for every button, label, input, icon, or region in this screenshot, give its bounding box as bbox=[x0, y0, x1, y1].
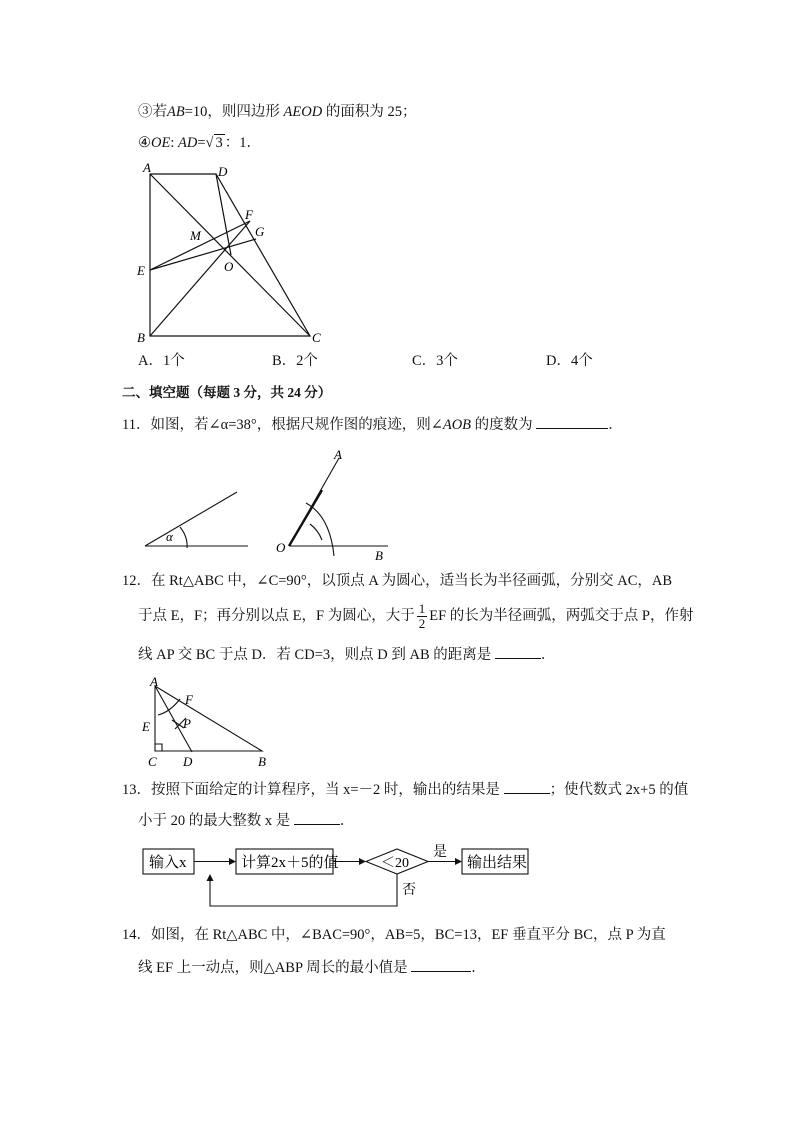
arrowhead bbox=[229, 858, 236, 865]
flow-yes-label: 是 bbox=[433, 845, 447, 860]
q11-text: 11．如图，若∠α=38°，根据尺规作图的痕迹，则∠AOB 的度数为 ． bbox=[122, 414, 623, 435]
q11-figure bbox=[140, 446, 400, 564]
q12-line-1: 12．在 Rt△ABC 中，∠C=90°，以顶点 A 为圆心，适当长为半径画弧，分别交 AC，AB bbox=[122, 573, 673, 589]
label-p: P bbox=[183, 716, 191, 731]
q12-answer-blank[interactable] bbox=[495, 644, 541, 659]
q14-answer-blank[interactable] bbox=[411, 957, 471, 972]
question-number: 14． bbox=[122, 927, 151, 943]
q13-line-1: 13．按照下面给定的计算程序，当 x=－2 时，输出的结果是 ；使代数式 2x+5 的值 bbox=[122, 779, 688, 800]
label-b: B bbox=[375, 548, 383, 563]
label-m: M bbox=[190, 228, 201, 243]
label-a: A bbox=[334, 447, 342, 462]
q14-line-2: 线 EF 上一动点，则△ABP 周长的最小值是 ． bbox=[138, 957, 486, 978]
q10-option-a[interactable]: A．1个 bbox=[138, 353, 185, 369]
ray-oa-heavy bbox=[289, 490, 322, 546]
q10-option-d[interactable]: D．4个 bbox=[546, 353, 593, 369]
label-b: B bbox=[137, 330, 145, 345]
q14-line-1: 14．如图，在 Rt△ABC 中，∠BAC=90°，AB=5，BC=13，EF 垂直平分 BC，点 P 为直 bbox=[122, 927, 666, 943]
flow-compute-label: 计算2x＋5的值 bbox=[241, 855, 339, 871]
flow-compare-label: ＜20 bbox=[381, 856, 409, 871]
arrowhead bbox=[207, 874, 214, 881]
q12-line-3: 线 AP 交 BC 于点 D．若 CD=3，则点 D 到 AB 的距离是 ． bbox=[138, 644, 555, 665]
q13-answer-blank-1[interactable] bbox=[504, 779, 550, 794]
right-angle-mark bbox=[155, 744, 162, 751]
q10-option-c[interactable]: C．3个 bbox=[412, 353, 458, 369]
item-marker: ④ bbox=[138, 135, 151, 151]
fraction-one-half: $\frac{1}{2}$ bbox=[418, 601, 426, 632]
item-marker: ③ bbox=[138, 104, 153, 120]
label-g: G bbox=[255, 224, 265, 239]
arrowhead bbox=[455, 858, 462, 865]
arrow-loop-back bbox=[210, 874, 397, 906]
flow-input-label: 输入x bbox=[149, 855, 187, 871]
label-f: F bbox=[185, 692, 193, 707]
label-f: F bbox=[245, 207, 253, 222]
q12-line-2: 于点 E，F；再分别以点 E，F 为圆心，大于 $\frac{1}{2}$ EF 的长为半径画弧，两弧交于点 P，作射 bbox=[138, 601, 694, 632]
flow-no-label: 否 bbox=[402, 883, 416, 898]
label-d: D bbox=[183, 754, 193, 766]
alpha-ray-upper bbox=[145, 492, 237, 546]
q11-answer-blank[interactable] bbox=[536, 414, 608, 429]
q10-figure bbox=[130, 160, 330, 350]
flow-output-label: 输出结果 bbox=[467, 855, 528, 871]
label-e: E bbox=[142, 719, 150, 734]
q10-item-3: ③若AB=10，则四边形 AEOD 的面积为 25； bbox=[138, 104, 417, 120]
construction-arc-small bbox=[310, 524, 322, 540]
question-number: 13． bbox=[122, 782, 151, 798]
triangle-abc bbox=[155, 686, 262, 751]
section-title: 二、填空题（每题 3 分，共 24 分） bbox=[122, 385, 332, 400]
label-c: C bbox=[312, 330, 321, 345]
label-o: O bbox=[276, 540, 286, 555]
label-a: A bbox=[150, 674, 158, 689]
label-e: E bbox=[137, 263, 145, 278]
arc-ef bbox=[158, 699, 180, 715]
sqrt-symbol: √ bbox=[205, 135, 214, 151]
q12-figure bbox=[136, 672, 276, 766]
arrowhead bbox=[359, 858, 366, 865]
label-c: C bbox=[148, 754, 157, 766]
label-a: A bbox=[143, 160, 151, 175]
label-alpha: α bbox=[166, 529, 173, 544]
label-o: O bbox=[224, 259, 234, 274]
q10-item-4: ④OE: AD=√ 3 ：1． bbox=[138, 135, 261, 151]
q10-option-b[interactable]: B．2个 bbox=[272, 353, 318, 369]
q13-line-2: 小于 20 的最大整数 x 是 ． bbox=[138, 810, 354, 831]
label-d: D bbox=[218, 164, 228, 179]
question-number: 12． bbox=[122, 573, 151, 589]
q13-answer-blank-2[interactable] bbox=[294, 810, 340, 825]
question-number: 11． bbox=[122, 417, 151, 433]
q13-flowchart bbox=[138, 838, 538, 912]
alpha-arc bbox=[180, 527, 187, 548]
label-b: B bbox=[258, 754, 266, 766]
